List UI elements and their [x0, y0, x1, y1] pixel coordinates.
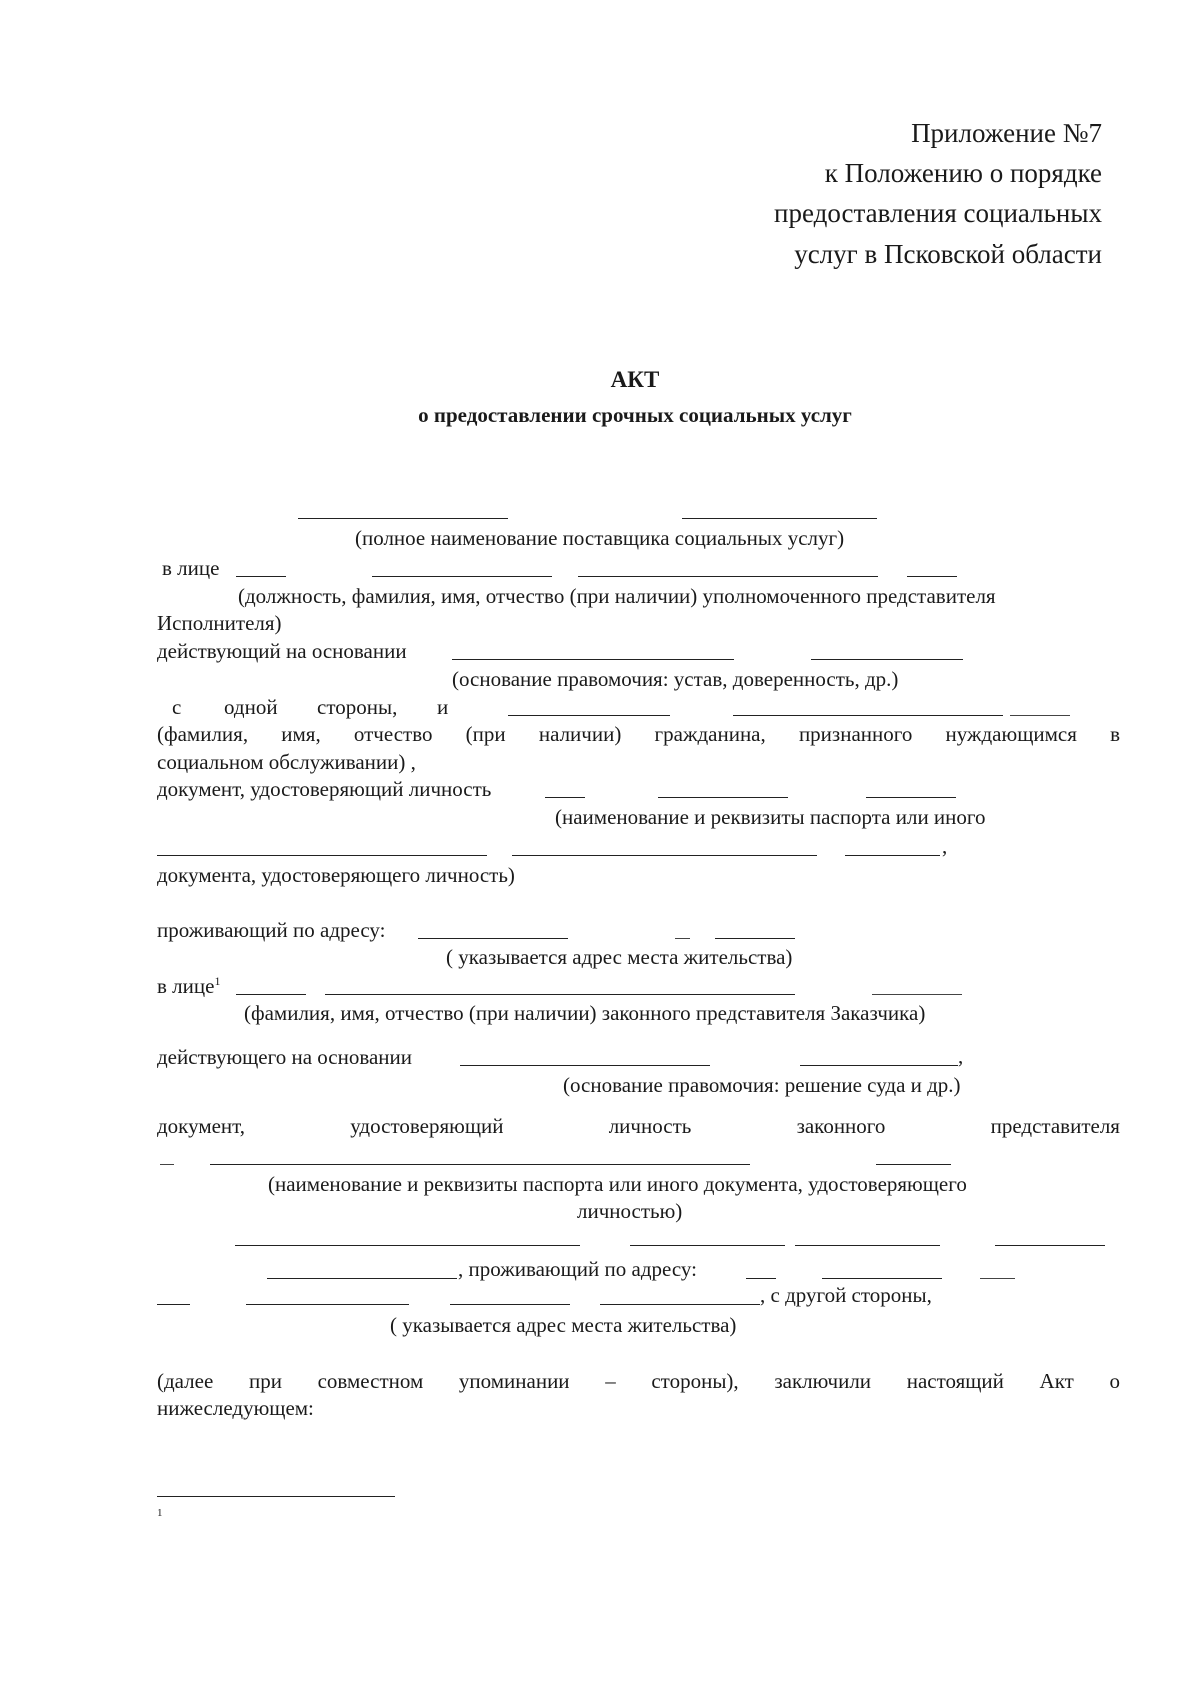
provider-blank-2[interactable] — [682, 518, 877, 519]
address2-blank-2[interactable] — [822, 1278, 942, 1279]
id-doc-blank-6[interactable] — [845, 855, 940, 856]
citizen-caption-cont: социальном обслуживании) , — [157, 750, 416, 774]
provider-caption: (полное наименование поставщика социальных услуг) — [355, 526, 845, 550]
in-person2-text: в лице — [157, 974, 215, 998]
address2-blank-6[interactable] — [450, 1304, 570, 1305]
rep-blank-2[interactable] — [372, 576, 552, 577]
rep-blank-4[interactable] — [907, 576, 957, 577]
rep-doc-blank-7[interactable] — [995, 1245, 1105, 1246]
rep-doc-w1: документ, — [157, 1114, 246, 1138]
rep-caption-cont: Исполнителя) — [157, 611, 282, 635]
address-blank-1[interactable] — [418, 938, 568, 939]
address-label: проживающий по адресу: — [157, 918, 386, 942]
rep-doc-caption: (наименование и реквизиты паспорта или иного документа, удостоверяющего — [268, 1172, 967, 1196]
footnote-reference[interactable]: 1 — [214, 974, 221, 988]
hereinafter-w1: (далее — [157, 1369, 214, 1393]
hereinafter-w4: упоминании — [458, 1369, 570, 1393]
citizen-caption-w6: гражданина, — [654, 722, 766, 746]
id-doc-comma: , — [942, 834, 948, 858]
document-subtitle: о предоставлении срочных социальных услуг — [418, 403, 852, 427]
acting2-label: действующего на основании — [157, 1045, 413, 1069]
footnote-number: 1 — [157, 1507, 163, 1519]
id-doc-caption-cont: документа, удостоверяющего личность) — [157, 863, 515, 887]
appendix-line-4: услуг в Псковской области — [794, 239, 1102, 269]
appendix-line-2: к Положению о порядке — [824, 158, 1102, 188]
appendix-line-3: предоставления социальных — [774, 198, 1102, 228]
rep-doc-w2: удостоверяющий — [350, 1114, 504, 1138]
citizen-blank-2[interactable] — [733, 715, 1003, 716]
hereinafter-w7: заключили — [774, 1369, 872, 1393]
address2-prefix-blank[interactable] — [267, 1278, 457, 1279]
legal-rep-blank-2[interactable] — [325, 994, 795, 995]
hereinafter-w9: Акт — [1039, 1369, 1074, 1393]
hereinafter-line — [157, 1368, 1120, 1394]
legal-rep-blank-1[interactable] — [236, 994, 306, 995]
citizen-caption-w4: (при — [465, 722, 506, 746]
id-doc-label: документ, удостоверяющий личность — [157, 777, 492, 801]
id-doc-blank-3[interactable] — [866, 797, 956, 798]
one-side-word-4: и — [437, 695, 449, 719]
address2-blank-7[interactable] — [600, 1304, 760, 1305]
rep-doc-blank-6[interactable] — [795, 1245, 940, 1246]
rep-doc-blank-4[interactable] — [235, 1245, 580, 1246]
address2-blank-5[interactable] — [246, 1304, 409, 1305]
rep-blank-1[interactable] — [236, 576, 286, 577]
address2-blank-1[interactable] — [746, 1278, 776, 1279]
citizen-caption-w2: имя, — [281, 722, 321, 746]
rep-doc-w3: личность — [608, 1114, 692, 1138]
citizen-caption-w5: наличии) — [538, 722, 622, 746]
legal-rep-caption: (фамилия, имя, отчество (при наличии) законного представителя Заказчика) — [244, 1001, 926, 1025]
hereinafter-w2: при — [248, 1369, 282, 1393]
address2-blank-3[interactable] — [980, 1278, 1015, 1279]
basis2-caption: (основание правомочия: решение суда и др.) — [563, 1073, 961, 1097]
in-person-label: в лице — [162, 556, 220, 580]
address2-label: , проживающий по адресу: — [458, 1257, 697, 1281]
rep-doc-w5: представителя — [990, 1114, 1120, 1138]
id-doc-caption: (наименование и реквизиты паспорта или иного — [555, 805, 986, 829]
rep-doc-blank-1[interactable] — [160, 1164, 174, 1165]
rep-doc-w4: законного — [796, 1114, 886, 1138]
address-blank-3[interactable] — [715, 938, 795, 939]
basis-blank-2[interactable] — [811, 659, 963, 660]
rep-caption: (должность, фамилия, имя, отчество (при наличии) уполномоченного представителя — [238, 584, 996, 608]
one-side-word-3: стороны, — [317, 695, 398, 719]
citizen-caption-w3: отчество — [353, 722, 433, 746]
rep-doc-blank-5[interactable] — [630, 1245, 785, 1246]
address-blank-2[interactable] — [675, 938, 690, 939]
address-caption: ( указывается адрес места жительства) — [446, 945, 793, 969]
citizen-blank-3[interactable] — [1010, 715, 1070, 716]
legal-rep-blank-3[interactable] — [872, 994, 962, 995]
hereinafter-w10: о — [1109, 1369, 1120, 1393]
citizen-caption-w7: признанного — [798, 722, 913, 746]
hereinafter-cont: нижеследующем: — [157, 1396, 314, 1420]
provider-blank[interactable] — [298, 518, 508, 519]
rep-doc-caption-cont: личностью) — [577, 1199, 683, 1223]
citizen-blank-1[interactable] — [508, 715, 670, 716]
footnote-separator — [157, 1496, 395, 1497]
id-doc-blank-4[interactable] — [157, 855, 487, 856]
hereinafter-w8: настоящий — [906, 1369, 1004, 1393]
acting2-comma: , — [958, 1044, 964, 1068]
rep-blank-3[interactable] — [578, 576, 878, 577]
address2-blank-4[interactable] — [157, 1304, 190, 1305]
id-doc-blank-1[interactable] — [545, 797, 585, 798]
citizen-caption — [157, 721, 1120, 747]
hereinafter-w5: – — [605, 1369, 616, 1393]
in-person2-label — [157, 973, 220, 999]
rep-doc-line — [157, 1113, 1120, 1139]
acting-label: действующий на основании — [157, 639, 407, 663]
hereinafter-w6: стороны), — [651, 1369, 739, 1393]
rep-doc-blank-3[interactable] — [876, 1164, 951, 1165]
address2-caption: ( указывается адрес места жительства) — [390, 1313, 737, 1337]
citizen-caption-w9: в — [1110, 722, 1120, 746]
basis2-blank-2[interactable] — [800, 1065, 958, 1066]
id-doc-blank-5[interactable] — [512, 855, 817, 856]
basis-caption: (основание правомочия: устав, доверенность, др.) — [452, 667, 899, 691]
appendix-line-1: Приложение №7 — [911, 118, 1102, 148]
one-side-word-2: одной — [224, 695, 278, 719]
basis2-blank-1[interactable] — [460, 1065, 710, 1066]
citizen-caption-w8: нуждающимся — [945, 722, 1077, 746]
id-doc-blank-2[interactable] — [658, 797, 788, 798]
basis-blank-1[interactable] — [452, 659, 734, 660]
one-side-word-1: с — [172, 695, 182, 719]
hereinafter-w3: совместном — [317, 1369, 424, 1393]
other-side-text: , с другой стороны, — [760, 1283, 932, 1307]
citizen-caption-w1: (фамилия, — [157, 722, 249, 746]
rep-doc-blank-2[interactable] — [210, 1164, 750, 1165]
document-title: АКТ — [610, 367, 660, 392]
